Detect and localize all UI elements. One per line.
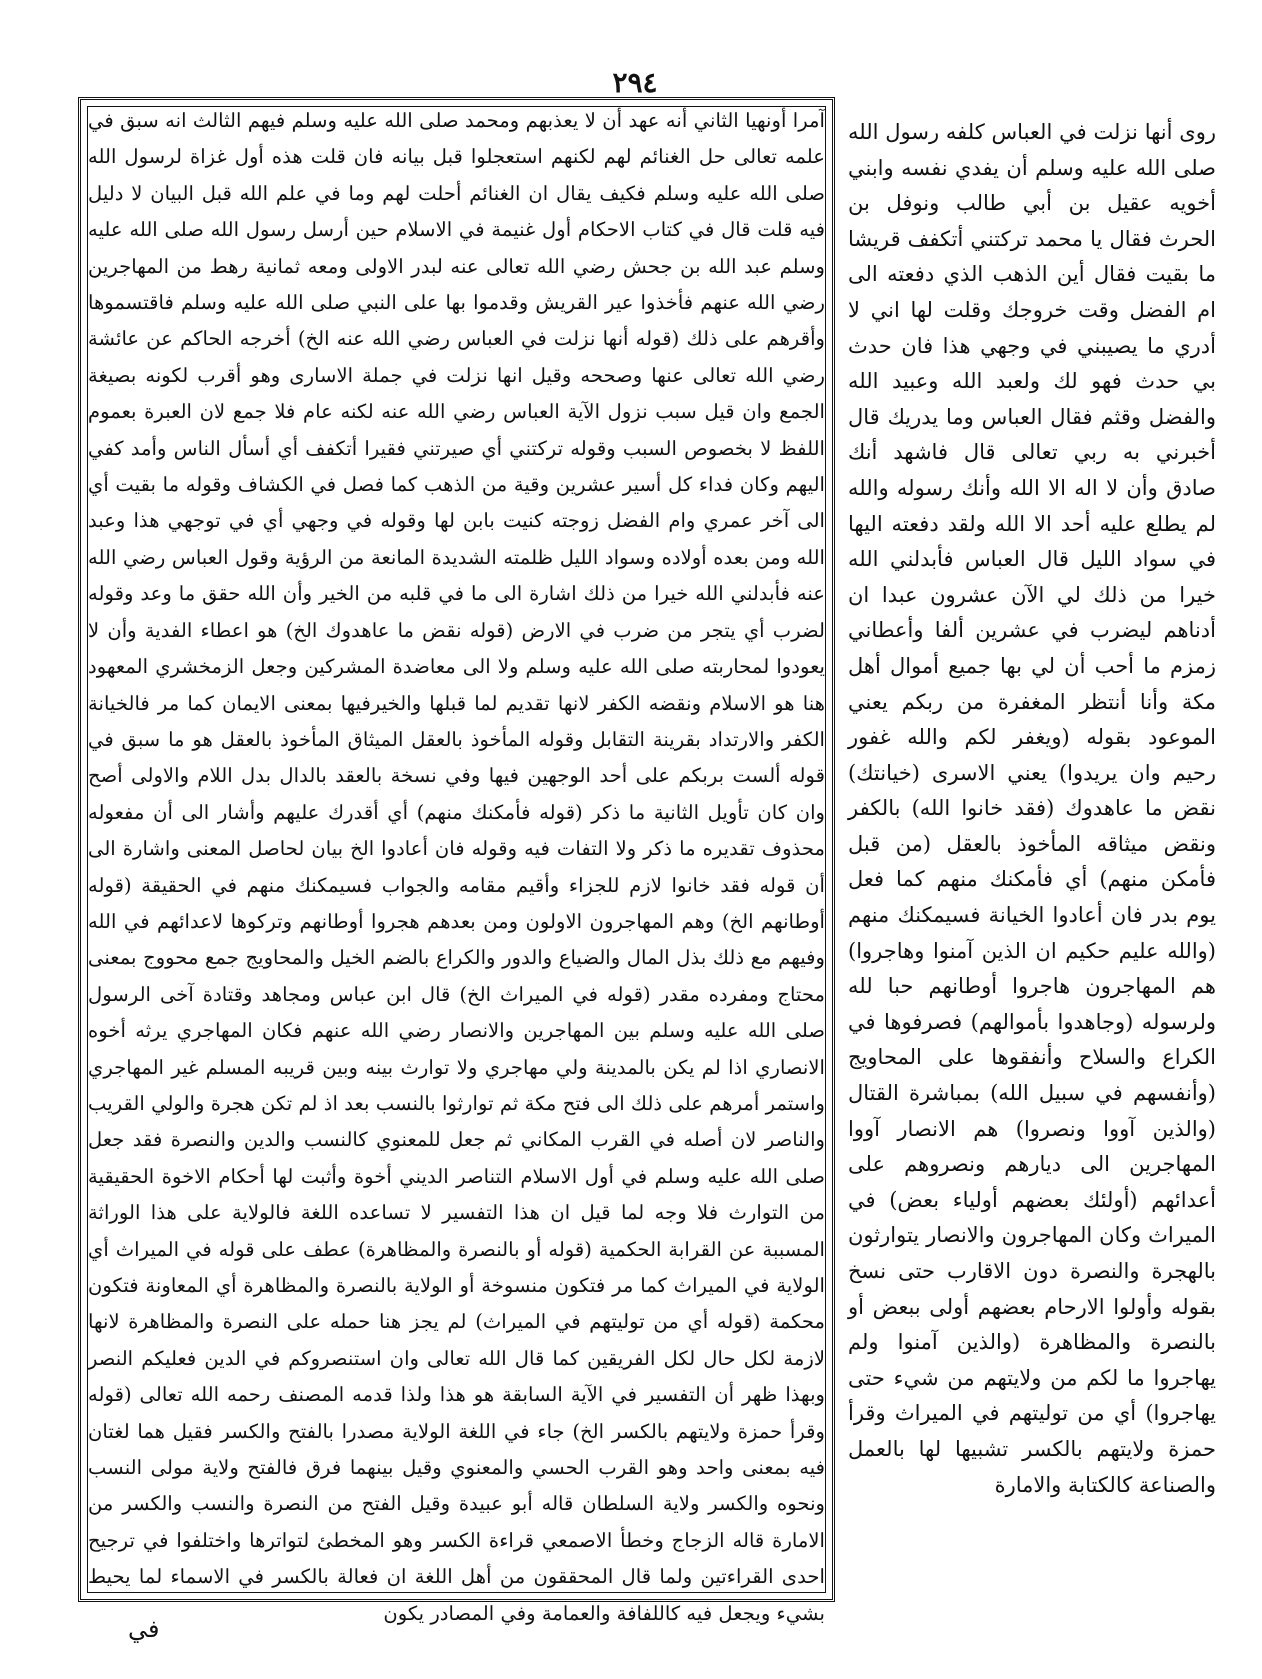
- main-paragraph: آمرا أونهيا الثاني أنه عهد أن لا يعذبهم ومحمد صلى الله عليه وسلم فيهم الثالث انه سبق في علمه تعالى حل الغنائم لهم لكنهم استعجلوا قبل بيانه فان قلت هذه أول غزاة لرسول الله صلى الله عليه وسلم فكيف يقال ان الغنائم أحلت لهم وما في علم الله قبل البيان لا دليل فيه قلت قال في كتاب الاحكام أول غنيمة في الاسلام حين أرسل رسول الله صلى الله عليه وسلم عبد الله بن جحش رضي الله تعالى عنه لبدر الاولى ومعه ثمانية رهط من المهاجرين رضي الله عنهم فأخذوا عير القريش وقدموا بها على النبي صلى الله عليه وسلم فاقتسموها وأقرهم على ذلك (قوله أنها نزلت في العباس رضي الله عنه الخ) أخرجه الحاكم عن عائشة رضي الله تعالى عنها وصححه وقيل انها نزلت في جملة الاسارى وهو أقرب لكونه بصيغة الجمع وان قيل سبب نزول الآية العباس رضي الله عنه لكنه عام فلا جمع لان العبرة بعموم اللفظ لا بخصوص السبب وقوله تركتني أي صيرتني فقيرا أتكفف أي أسأل الناس وأمد كفي اليهم وكان فداء كل أسير عشرين وقية من الذهب كما فصل في الكشاف وقوله ما بقيت أي الى آخر عمري وام الفضل زوجته كنيت بابن لها وقوله في وجهي أي في توجهي هذا وعبد الله ومن بعده أولاده وسواد الليل ظلمته الشديدة المانعة من الرؤية وقول العباس رضي الله عنه فأبدلني الله خيرا من ذلك اشارة الى ما في قلبه من الخير وأن الله حقق ما وعد وقوله لضرب أي يتجر من ضرب في الارض (قوله نقض ما عاهدوك الخ) هو اعطاء الفدية وأن لا يعودوا لمحاربته صلى الله عليه وسلم ولا الى معاضدة المشركين وجعل الزمخشري المعهود هنا هو الاسلام ونقضه الكفر لانها تقديم لما قبلها والخيرفيها بمعنى الايمان كما مر فالخيانة الكفر والارتداد بقرينة التقابل وقوله المأخوذ بالعقل الميثاق المأخوذ بالعقل هو ما سبق في قوله ألست بربكم على أحد الوجهين فيها وفي نسخة بالعقد بالدال بدل اللام والاولى أصح وان كان تأويل الثانية ما ذكر (قوله فأمكنك منهم) أي أقدرك عليهم وأشار الى أن مفعوله محذوف تقديره ما ذكر ولا التفات فيه وقوله فان أعادوا الخ بيان لحاصل المعنى واشارة الى أن قوله فقد خانوا لازم للجزاء وأقيم مقامه والجواب فسيمكنك منهم في الحقيقة (قوله أوطانهم الخ) وهم المهاجرون الاولون ومن بعدهم هجروا أوطانهم وتركوها لاعدائهم في الله وفيهم مع ذلك بذل المال والضياع والدور والكراع بالضم الخيل والمحاويج جمع محووج بمعنى محتاج ومفرده مقدر (قوله في الميراث الخ) قال ابن عباس ومجاهد وقتادة آخى الرسول صلى الله عليه وسلم بين المهاجرين والانصار رضي الله عنهم فكان المهاجري يرثه أخوه الانصاري اذا لم يكن بالمدينة ولي مهاجري ولا توارث بينه وبين قريبه المسلم غير المهاجري واستمر أمرهم على ذلك الى فتح مكة ثم توارثوا بالنسب بعد اذ لم تكن هجرة والولي القريب والناصر لان أصله في القرب المكاني ثم جعل للمعنوي كالنسب والدين والنصرة فقد جعل صلى الله عليه وسلم في أول الاسلام التناصر الديني أخوة وأثبت لها أحكام الاخوة الحقيقية من التوارث فلا وجه لما قيل ان هذا التفسير لا تساعده اللغة فالولاية على هذا الوراثة المسببة عن القرابة الحكمية (قوله أو بالنصرة والمظاهرة) عطف على قوله في الميراث أي الولاية في الميراث كما مر فتكون منسوخة أو الولاية بالنصرة والمظاهرة أي المعاونة فتكون محكمة (قوله أي من توليتهم في الميراث) لم يجز هنا حمله على النصرة والمظاهرة لانها لازمة لكل حال لكل الفريقين كما قال الله تعالى وان استنصروكم في الدين فعليكم النصر وبهذا ظهر أن التفسير في الآية السابقة هو هذا ولذا قدمه المصنف رحمه الله تعالى (قوله وقرأ حمزة ولايتهم بالكسر الخ) جاء في اللغة الولاية مصدرا بالفتح والكسر فقيل هما لغتان فيه بمعنى واحد وهو القرب الحسي والمعنوي وقيل بينهما فرق فالفتح ولاية مولى النسب ونحوه والكسر ولاية السلطان قاله أبو عبيدة وقيل الفتح من النصرة والنسب والكسر من الامارة قاله الزجاج وخطأ الاصمعي قراءة الكسر وهو المخطئ لتواترها واختلفوا في ترجيح احدى القراءتين ولما قال المحققون من أهل اللغة ان فعالة بالكسر في الاسماء لما يحيط بشيء ويجعل فيه كاللفافة والعمامة وفي المصادر يكون: [88, 109, 825, 1625]
- page-number: ٢٩٤: [612, 66, 658, 99]
- margin-tafsir-text: [848, 115, 1216, 1503]
- catchword: في: [128, 1615, 160, 1643]
- margin-paragraph: روى أنها نزلت في العباس كلفه رسول الله صلى الله عليه وسلم أن يفدي نفسه وابني أخويه عقيل بن أبي طالب ونوفل بن الحرث فقال يا محمد تركتني أتكفف قريشا ما بقيت فقال أين الذهب الذي دفعته الى ام الفضل وقت خروجك وقلت لها اني لا أدري ما يصيبني في وجهي هذا فان حدث بي حدث فهو لك ولعبد الله وعبيد الله والفضل وقثم فقال العباس وما يدريك قال أخبرني به ربي تعالى قال فاشهد أنك صادق وأن لا اله الا الله وأنك رسوله والله لم يطلع عليه أحد الا الله ولقد دفعته اليها في سواد الليل قال العباس فأبدلني الله خيرا من ذلك لي الآن عشرون عبدا ان أدناهم ليضرب في عشرين ألفا وأعطاني زمزم ما أحب أن لي بها جميع أموال أهل مكة وأنا أنتظر المغفرة من ربكم يعني الموعود بقوله (ويغفر لكم والله غفور رحيم وان يريدوا) يعني الاسرى (خيانتك) نقض ما عاهدوك (فقد خانوا الله) بالكفر ونقض ميثاقه المأخوذ بالعقل (من قبل فأمكن منهم) أي فأمكنك منهم كما فعل يوم بدر فان أعادوا الخيانة فسيمكنك منهم (والله عليم حكيم ان الذين آمنوا وهاجروا) هم المهاجرون هاجروا أوطانهم حبا لله ولرسوله (وجاهدوا بأموالهم) فصرفوها في الكراع والسلاح وأنفقوها على المحاويج (وأنفسهم في سبيل الله) بمباشرة القتال (والذين آووا ونصروا) هم الانصار آووا المهاجرين الى ديارهم ونصروهم على أعدائهم (أولئك بعضهم أولياء بعض) في الميراث وكان المهاجرون والانصار يتوارثون بالهجرة والنصرة دون الاقارب حتى نسخ بقوله وأولوا الارحام بعضهم أولى ببعض أو بالنصرة والمظاهرة (والذين آمنوا ولم يهاجروا ما لكم من ولايتهم من شيء حتى يهاجروا) أي من توليتهم في الميراث وقرأ حمزة ولايتهم بالكسر تشبيها لها بالعمل والصناعة كالكتابة والامارة: [848, 120, 1216, 1497]
- main-commentary-text: [88, 103, 825, 1632]
